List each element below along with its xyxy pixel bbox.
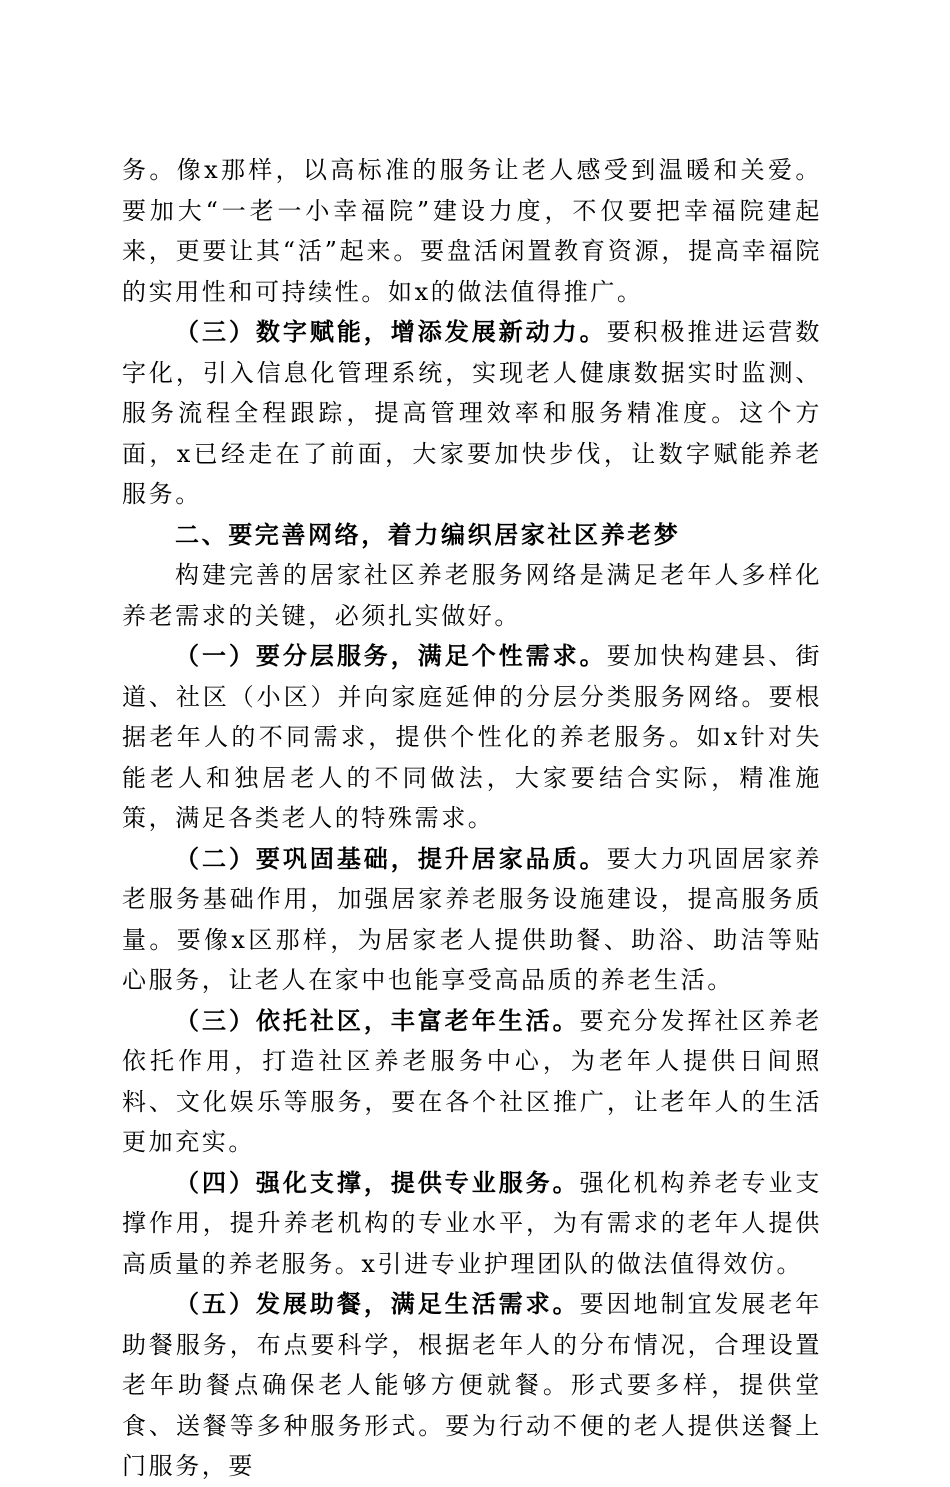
paragraph-text: 要加快构建县、街道、社区（小区）并向家庭延伸的分层分类服务网络。要根据老年人的不同需求，提供个性化的养老服务。如x针对失能老人和独居老人的不同做法，大家要结合实际，精准施策，满足各类老人的特殊需求。 bbox=[122, 642, 822, 832]
body-paragraph bbox=[122, 1163, 822, 1285]
paragraph-text: 强化机构养老专业支撑作用，提升养老机构的专业水平，为有需求的老年人提供高质量的养老服务。x引进专业护理团队的做法值得效仿。 bbox=[122, 1168, 822, 1278]
paragraph-lead: （三）依托社区，丰富老年生活。 bbox=[175, 1006, 580, 1035]
paragraph-lead: （四）强化支撑，提供专业服务。 bbox=[175, 1168, 580, 1197]
body-paragraph bbox=[122, 839, 822, 1001]
paragraph-text: 构建完善的居家社区养老服务网络是满足老年人多样化养老需求的关键，必须扎实做好。 bbox=[122, 561, 822, 630]
section-heading: 二、要完善网络，着力编织居家社区养老梦 bbox=[175, 520, 681, 549]
paragraph-text: 要充分发挥社区养老依托作用，打造社区养老服务中心，为老年人提供日间照料、文化娱乐等服务，要在各个社区推广，让老年人的生活更加充实。 bbox=[122, 1006, 822, 1156]
body-paragraph bbox=[122, 636, 822, 839]
paragraph-lead: （三）数字赋能，增添发展新动力。 bbox=[175, 318, 607, 346]
body-paragraph bbox=[122, 312, 822, 515]
paragraph-lead: （一）要分层服务，满足个性需求。 bbox=[175, 642, 607, 670]
paragraph-text: 务。像x那样，以高标准的服务让老人感受到温暖和关爱。要加大“一老一小幸福院”建设力度，不仅要把幸福院建起来，更要让其“活”起来。要盘活闲置教育资源，提高幸福院的实用性和可持续性。如x的做法值得推广。 bbox=[122, 156, 822, 306]
body-paragraph bbox=[122, 1284, 822, 1487]
paragraph-lead: （二）要巩固基础，提升居家品质。 bbox=[175, 844, 607, 873]
paragraph-text: 要积极推进运营数字化，引入信息化管理系统，实现老人健康数据实时监测、服务流程全程跟踪，提高管理效率和服务精准度。这个方面，x已经走在了前面，大家要加快步伐，让数字赋能养老服务。 bbox=[122, 318, 822, 508]
body-paragraph-continued bbox=[122, 150, 822, 312]
document-body bbox=[122, 150, 822, 1487]
body-paragraph bbox=[122, 1001, 822, 1163]
body-paragraph bbox=[122, 555, 822, 636]
paragraph-lead: （五）发展助餐，满足生活需求。 bbox=[175, 1290, 580, 1318]
paragraph-text: 要大力巩固居家养老服务基础作用，加强居家养老服务设施建设，提高服务质量。要像x区那样，为居家老人提供助餐、助浴、助洁等贴心服务，让老人在家中也能享受高品质的养老生活。 bbox=[122, 844, 822, 994]
paragraph-text: 要因地制宜发展老年助餐服务，布点要科学，根据老年人的分布情况，合理设置老年助餐点确保老人能够方便就餐。形式要多样，提供堂食、送餐等多种服务形式。要为行动不便的老人提供送餐上门服务，要 bbox=[122, 1290, 822, 1480]
